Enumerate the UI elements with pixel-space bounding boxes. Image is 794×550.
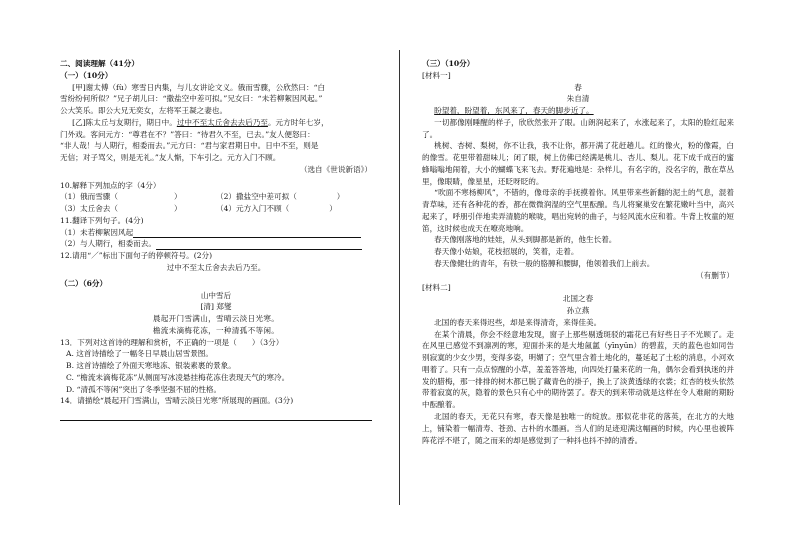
answer-line[interactable] [133, 228, 361, 238]
passage-b-post: 。元方时年七岁， [267, 117, 329, 127]
passage-a-line: 公大笑乐。即公大兄无奕女，左将军王凝之妻也。 [60, 106, 228, 116]
poem-title: 山中雪后 [200, 290, 232, 300]
column-divider [399, 50, 400, 505]
source-note: （选自《世说新语》） [299, 164, 372, 174]
q13-stem: 13．下列对这首诗的理解和赏析，不正确的一项是（ ）（3分） [60, 337, 284, 347]
q13-option-a[interactable]: A. 这首诗描绘了一幅冬日早晨山居雪景图。 [66, 349, 213, 359]
material1-label: [材料一] [422, 70, 451, 80]
passage-b-line: 门外戏。客问元方：“尊君在不？”答曰：“待君久不至，已去。”友人便怒曰： [60, 129, 315, 139]
material1-paragraph: 春天像健壮的青年，有铁一般的胳膊和腰脚，他领着我们上前去。 [434, 259, 655, 269]
material1-title: 春 [574, 82, 582, 92]
material2-paragraph: 在某个清晨，你会不经意地发现，窗子上那些剔透斑驳的霜花已有好些日子不光顾了。走在风里已感觉不到凛冽的寒，迎面扑来的是大地氤氲（yīnyūn）的碧蓝，天的蓝色也如同告别寂寞的少女少男，变得多姿，明媚了；空气里含着土地化的，蔓延起了土松的消息，小河欢唱着了。只有一点点惊醒的小草，羞羞答答地，向四处打量来花的一角，偶尔会看到执迷的并发的腊梅，那一排排的树木都已脱了藏青色的褂子，换上了淡黄透绿的衣裳；红杏的枝头依然带着寂寞的灰，隐着的景色只有心中的期待罢了。春天的到来带动就是这样在令人难耐的期盼中酝酿着。 [422, 329, 734, 410]
passage-a [60, 82, 372, 117]
q11-stem: 11.翻译下列句子。(4分) [60, 215, 144, 225]
answer-blank[interactable] [118, 206, 174, 215]
q13-option-c[interactable]: C. “檐流未滴梅花冻”从侧面写冰凌悬挂梅花冻住表现天气的寒冷。 [66, 372, 290, 382]
left-column [60, 58, 372, 421]
passage-a-line: [甲]谢太傅（fù）寒雪日内集，与儿女讲论文义。俄而雪骤，公欣然曰：“白 [72, 82, 326, 92]
q10-row [60, 191, 372, 203]
material1-paragraph: 一切都像刚睡醒的样子，欣欣然张开了眼。山朗润起来了，水涨起来了，太阳的脸红起来了。 [422, 117, 734, 139]
part2-title: （二）（6分） [60, 278, 108, 288]
q11-item: （1）未若柳絮因风起 [60, 227, 372, 239]
passage-b-underlined: 过中不至太丘舍去去后乃至 [176, 117, 268, 127]
q14-stem: 14．请描绘“晨起开门雪满山，雪晴云淡日光寒”所展现的画面。(3分) [60, 396, 294, 406]
part1-title: （一）（10分） [60, 70, 113, 80]
material2-author: 孙立燕 [566, 306, 590, 316]
passage-a-line: 雪纷纷何所似？”兄子胡儿曰：“撒盐空中差可拟。”兄女曰：“未若柳絮因风起。” [60, 94, 323, 104]
q12-sentence: 过中不至太丘舍去去后乃至。 [166, 263, 266, 273]
part3-title: （三）（10分） [422, 59, 475, 68]
answer-blank[interactable] [289, 206, 329, 215]
q13-option-d[interactable]: D. “清孤不等闲”突出了冬季坚强不屈的性格。 [66, 384, 222, 394]
section-title: 二、阅读理解（41分） [60, 59, 139, 68]
q12-stem: 12.请用“／”标出下面句子的停顿符号。(2分) [60, 251, 213, 261]
answer-blank[interactable] [297, 194, 337, 203]
material1-paragraph: 桃树、杏树、梨树，你不让我，我不让你，都开满了花赶趟儿。红的像火，粉的像霞，白的像雪。花里带着甜味儿；闭了眼，树上仿佛已经满是桃儿、杏儿、梨儿。花下成千成百的蜜蜂嗡嗡地闹着，大小的蝴蝶飞来飞去。野花遍地是：杂样儿，有名字的，没名字的，散在草丛里，像眼睛，像星星，还眨呀眨的。 [422, 141, 734, 186]
passage-b-pre: [乙]陈太丘与友期行，期日中。 [72, 117, 177, 127]
right-column [422, 58, 734, 446]
q10-item: （4）元方入门不顾（ ） [216, 204, 337, 214]
passage-b-line [60, 117, 372, 129]
q10-stem: 10.解释下列加点的字（4分） [60, 180, 161, 190]
q14-answer-line[interactable] [60, 409, 372, 421]
q10-row [60, 203, 372, 215]
q13-option-b[interactable]: B. 这首诗描绘了外面天寒地冻、银装素裹的景象。 [66, 361, 236, 371]
q10-item: （3）太丘舍去（ ） [60, 204, 182, 214]
q11-item: （2）与人期行，相委而去。 [60, 238, 372, 250]
q10-item: （1）俄而雪骤（ ） [60, 192, 182, 202]
poem-line: 晨起开门雪满山，雪晴云淡日光寒。 [152, 314, 280, 324]
material2-label: [材料二] [422, 282, 451, 292]
material2-title: 北国之春 [562, 294, 594, 304]
material2-paragraph: 北国的春天，无花只有寒，春天像是独唯一的绽放。那似花非花的落英，在北方的大地上，铺染着一幅清寿、苍劲、古朴的水墨画。当人们的足迹迎满这幅画的时候，内心里也被阵阵花浮不堪了，随之而来的却是感觉到了一种抖也抖不掉的清香。 [422, 411, 734, 445]
poem-author: [清] 郑燮 [200, 302, 232, 312]
passage-b-line: “非人哉！与人期行，相委而去。”元方曰：“君与家君期日中。日中不至，则是 [60, 141, 319, 151]
material1-paragraph: “吹面不寒杨柳风”，不错的，像母亲的手抚摸着你。风里带来些新翻的泥土的气息，混着青草味，还有各种花的香，都在微微润湿的空气里酝酿。鸟儿将窠巢安在繁花嫩叶当中，高兴起来了，呼朋引伴地卖弄清脆的喉咙，唱出宛转的曲子，与轻风流水应和着。牛背上牧童的短笛，这时候也成天在嘹亮地响。 [422, 188, 734, 233]
passage-b [60, 117, 372, 164]
material1-cut-note: （有删节） [696, 270, 734, 280]
material1-author: 朱自清 [566, 94, 590, 104]
material1-paragraph: 盼望着，盼望着，东风来了，春天的脚步近了。 [434, 106, 594, 116]
answer-blank[interactable] [118, 194, 174, 203]
answer-line[interactable] [156, 240, 362, 250]
material1-paragraph: 春天像刚落地的娃娃，从头到脚都是新的，他生长着。 [434, 235, 617, 245]
material1-paragraph: 春天像小姑娘，花枝招展的，笑着，走着。 [434, 247, 579, 257]
passage-b-line: 无信；对子骂父，则是无礼。”友人惭，下车引之。元方入门不顾。 [60, 153, 281, 163]
q10-item: （2）撒盐空中差可拟（ ） [216, 192, 345, 202]
material2-paragraph: 北国的春天来得迟些，却是来得清奇，来得佳美。 [434, 317, 602, 327]
poem-line: 檐流未滴梅花冻，一种清孤不等闲。 [152, 325, 280, 335]
